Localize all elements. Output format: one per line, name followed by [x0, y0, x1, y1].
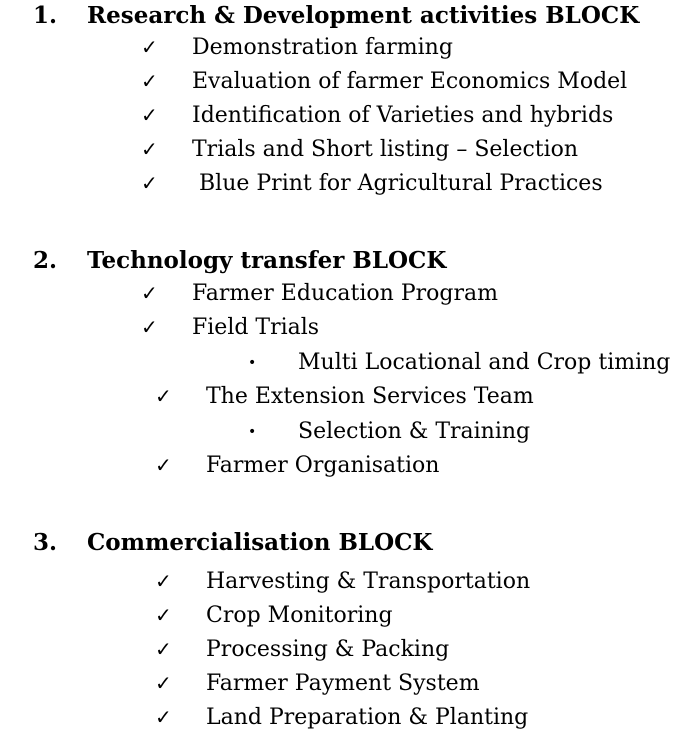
checkmark-icon: ✓	[141, 103, 158, 127]
list-item: Blue Print for Agricultural Practices	[192, 171, 603, 196]
list-item: Farmer Payment System	[206, 671, 480, 696]
checkmark-icon: ✓	[141, 35, 158, 59]
list-item: Evaluation of farmer Economics Model	[192, 69, 628, 94]
section-title-2: Technology transfer BLOCK	[87, 247, 447, 274]
section-title-1: Research & Development activities BLOCK	[87, 2, 640, 29]
list-item: Identification of Varieties and hybrids	[192, 103, 614, 128]
checkmark-icon: ✓	[141, 281, 158, 305]
list-item: Farmer Organisation	[206, 453, 440, 478]
list-item: The Extension Services Team	[206, 384, 534, 409]
section-title-3: Commercialisation BLOCK	[87, 529, 433, 556]
list-item: Demonstration farming	[192, 35, 453, 60]
checkmark-icon: ✓	[155, 705, 172, 729]
bullet-icon: •	[248, 424, 257, 440]
checkmark-icon: ✓	[155, 453, 172, 477]
checkmark-icon: ✓	[141, 171, 158, 195]
section-heading-1	[33, 2, 639, 30]
list-item: Field Trials	[192, 315, 320, 340]
checkmark-icon: ✓	[141, 137, 158, 161]
checkmark-icon: ✓	[141, 315, 158, 339]
list-item: Trials and Short listing – Selection	[192, 137, 579, 162]
checkmark-icon: ✓	[155, 671, 172, 695]
checkmark-icon: ✓	[155, 637, 172, 661]
section-number-2: 2.	[33, 247, 58, 274]
list-item: Processing & Packing	[206, 637, 450, 662]
checkmark-icon: ✓	[141, 69, 158, 93]
list-item: Harvesting & Transportation	[206, 569, 531, 594]
section-number-1: 1.	[33, 2, 58, 29]
section-heading-3	[33, 529, 432, 557]
sub-list-item: Multi Locational and Crop timing	[298, 350, 671, 375]
checkmark-icon: ✓	[155, 569, 172, 593]
checkmark-icon: ✓	[155, 384, 172, 408]
list-item: Farmer Education Program	[192, 281, 498, 306]
list-item: Land Preparation & Planting	[206, 705, 529, 730]
list-item: Crop Monitoring	[206, 603, 393, 628]
section-heading-2	[33, 247, 446, 275]
bullet-icon: •	[248, 355, 257, 371]
sub-list-item: Selection & Training	[298, 419, 531, 444]
checkmark-icon: ✓	[155, 603, 172, 627]
section-number-3: 3.	[33, 529, 58, 556]
